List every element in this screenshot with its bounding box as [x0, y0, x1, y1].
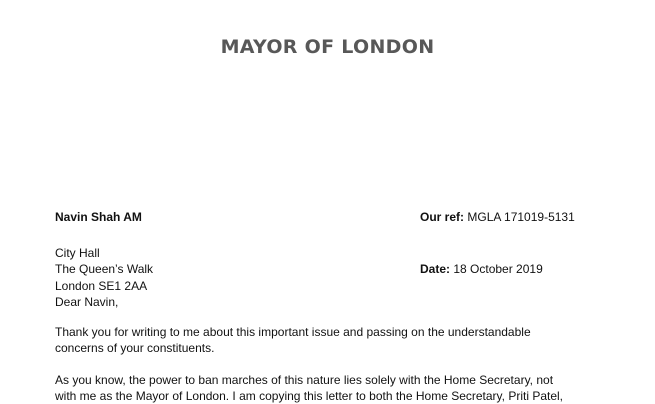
paragraph-2-line-2: with me as the Mayor of London. I am copying this letter to both the Home Secretary, Priti Patel, — [55, 389, 564, 403]
paragraph-2 — [55, 372, 615, 404]
recipient-name: Navin Shah AM — [55, 210, 142, 224]
paragraph-1-line-2: concerns of your constituents. — [55, 341, 215, 355]
address-line-3: London SE1 2AA — [55, 279, 148, 293]
mayor-of-london-logo: MAYOR OF LONDON — [220, 36, 435, 58]
address-line-2: The Queen’s Walk — [55, 262, 154, 276]
salutation: Dear Navin, — [55, 295, 119, 309]
date-label: Date: — [420, 262, 451, 276]
paragraph-1 — [55, 324, 615, 356]
date-value: 18 October 2019 — [453, 262, 543, 276]
reference-line — [420, 210, 575, 224]
paragraph-1-line-1: Thank you for writing to me about this important issue and passing on the understandable — [55, 325, 531, 339]
reference-value: MGLA 171019-5131 — [467, 210, 575, 224]
paragraph-2-line-1: As you know, the power to ban marches of this nature lies solely with the Home Secretary, not — [55, 373, 554, 387]
address-line-1: City Hall — [55, 246, 100, 260]
reference-label: Our ref: — [420, 210, 465, 224]
date-line — [420, 262, 543, 276]
